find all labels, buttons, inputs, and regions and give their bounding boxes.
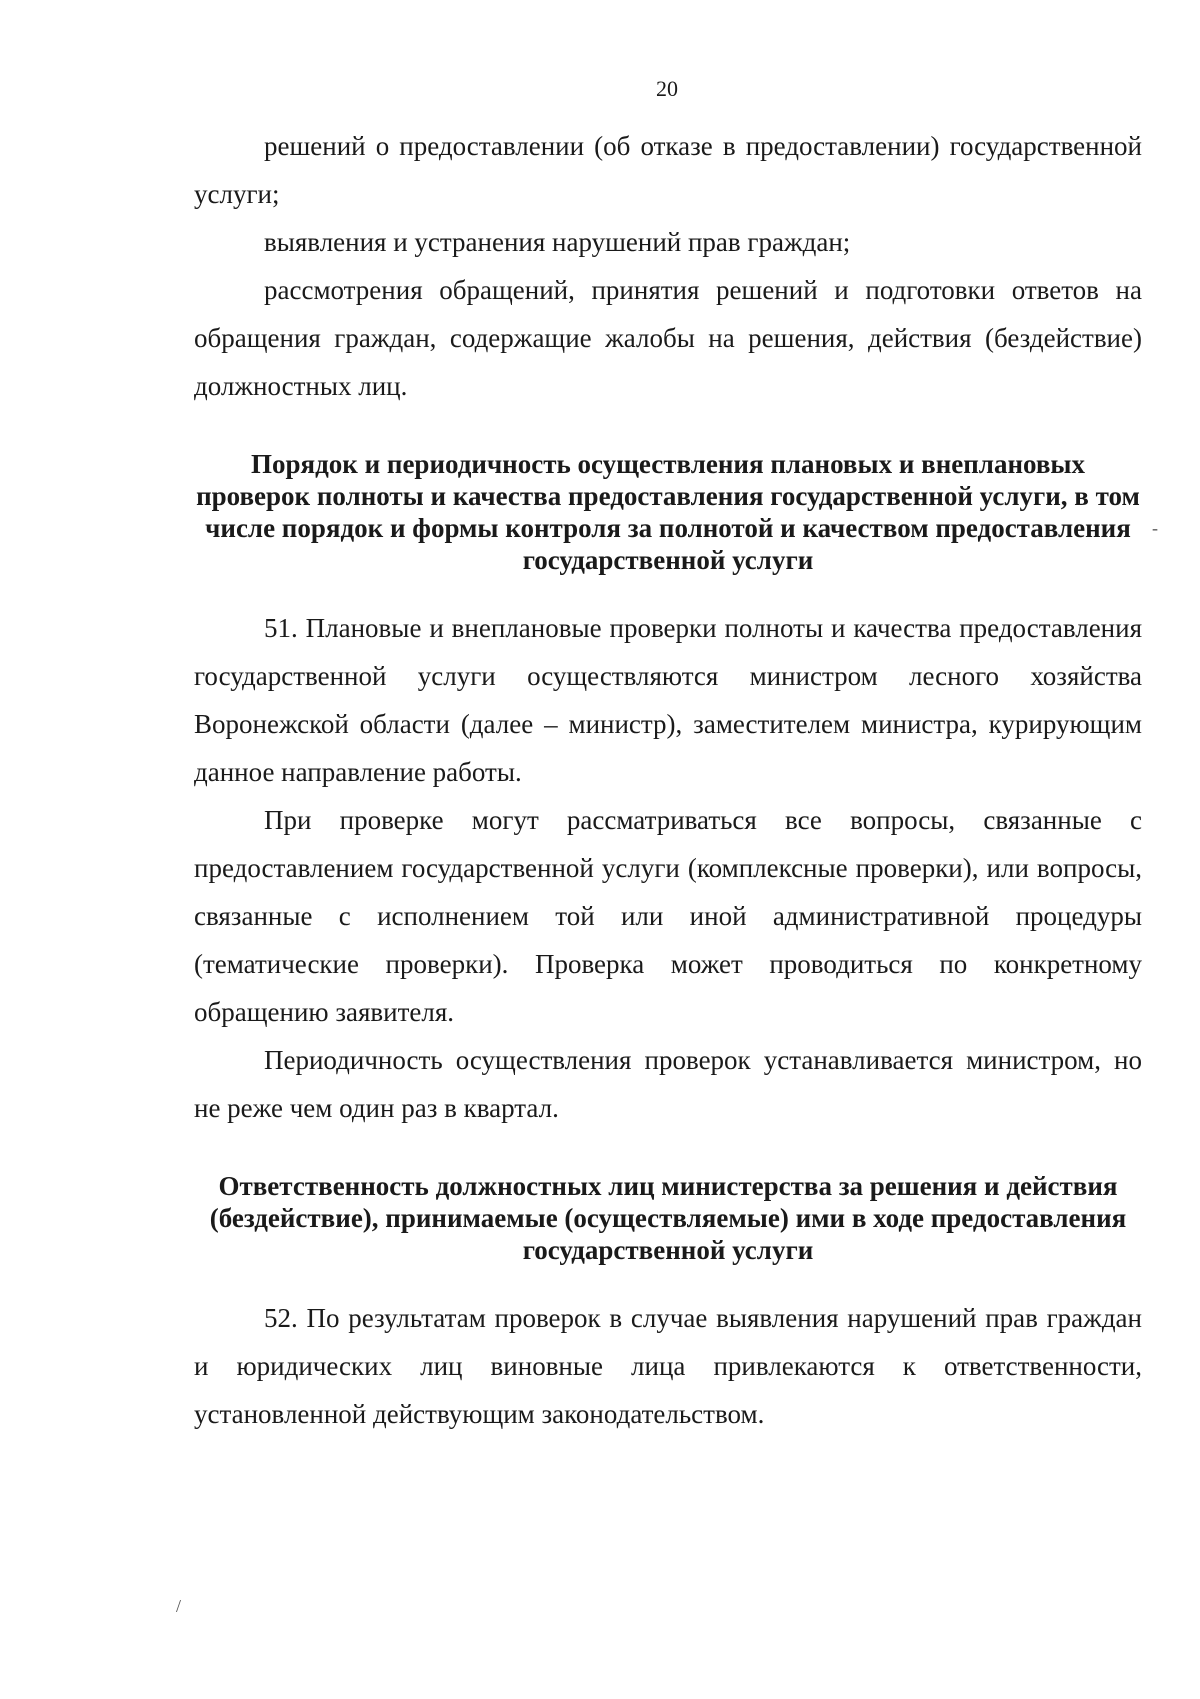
spacer <box>194 410 1142 448</box>
paragraph-decisions: решений о предоставлении (об отказе в предоставлении) государственной услуги; <box>194 131 1142 209</box>
page-number: 20 <box>656 76 678 101</box>
paragraph-appeals: рассмотрения обращений, принятия решений и подготовки ответов на обращения граждан, содержащие жалобы на решения, действия (бездействие) должностных лиц. <box>194 275 1142 401</box>
section-heading-inspections: Порядок и периодичность осуществления плановых и внеплановых проверок полноты и качества предоставления государственной услуги, в том числе порядок и формы контроля за полнотой и качеством предоставления государственной услуги <box>196 449 1140 575</box>
spacer <box>194 1266 1142 1294</box>
scan-mark: - <box>1152 518 1158 538</box>
section-heading-responsibility: Ответственность должностных лиц министерства за решения и действия (бездействие), принимаемые (осуществляемые) ими в ходе предоставления государственной услуги <box>209 1171 1127 1265</box>
spacer <box>194 1132 1142 1170</box>
spacer <box>194 576 1142 604</box>
document-body <box>194 122 1142 1438</box>
paragraph-periodicity: Периодичность осуществления проверок устанавливается министром, но не реже чем один раз в квартал. <box>194 1045 1142 1123</box>
paragraph-violations: выявления и устранения нарушений прав граждан; <box>264 227 851 257</box>
scan-mark: / <box>176 1596 182 1616</box>
paragraph-51: 51. Плановые и внеплановые проверки полноты и качества предоставления государственной услуги осуществляются министром лесного хозяйства Воронежской области (далее – министр), заместителем министра, курирующим данное направление работы. <box>194 613 1142 787</box>
paragraph-inspection-scope: При проверке могут рассматриваться все вопросы, связанные с предоставлением государственной услуги (комплексные проверки), или вопросы, связанные с исполнением той или иной административной процедуры (тематические проверки). Проверка может проводиться по конкретному обращению заявителя. <box>194 805 1142 1027</box>
paragraph-52: 52. По результатам проверок в случае выявления нарушений прав граждан и юридических лиц виновные лица привлекаются к ответственности, установленной действующим законодательством. <box>194 1303 1142 1429</box>
